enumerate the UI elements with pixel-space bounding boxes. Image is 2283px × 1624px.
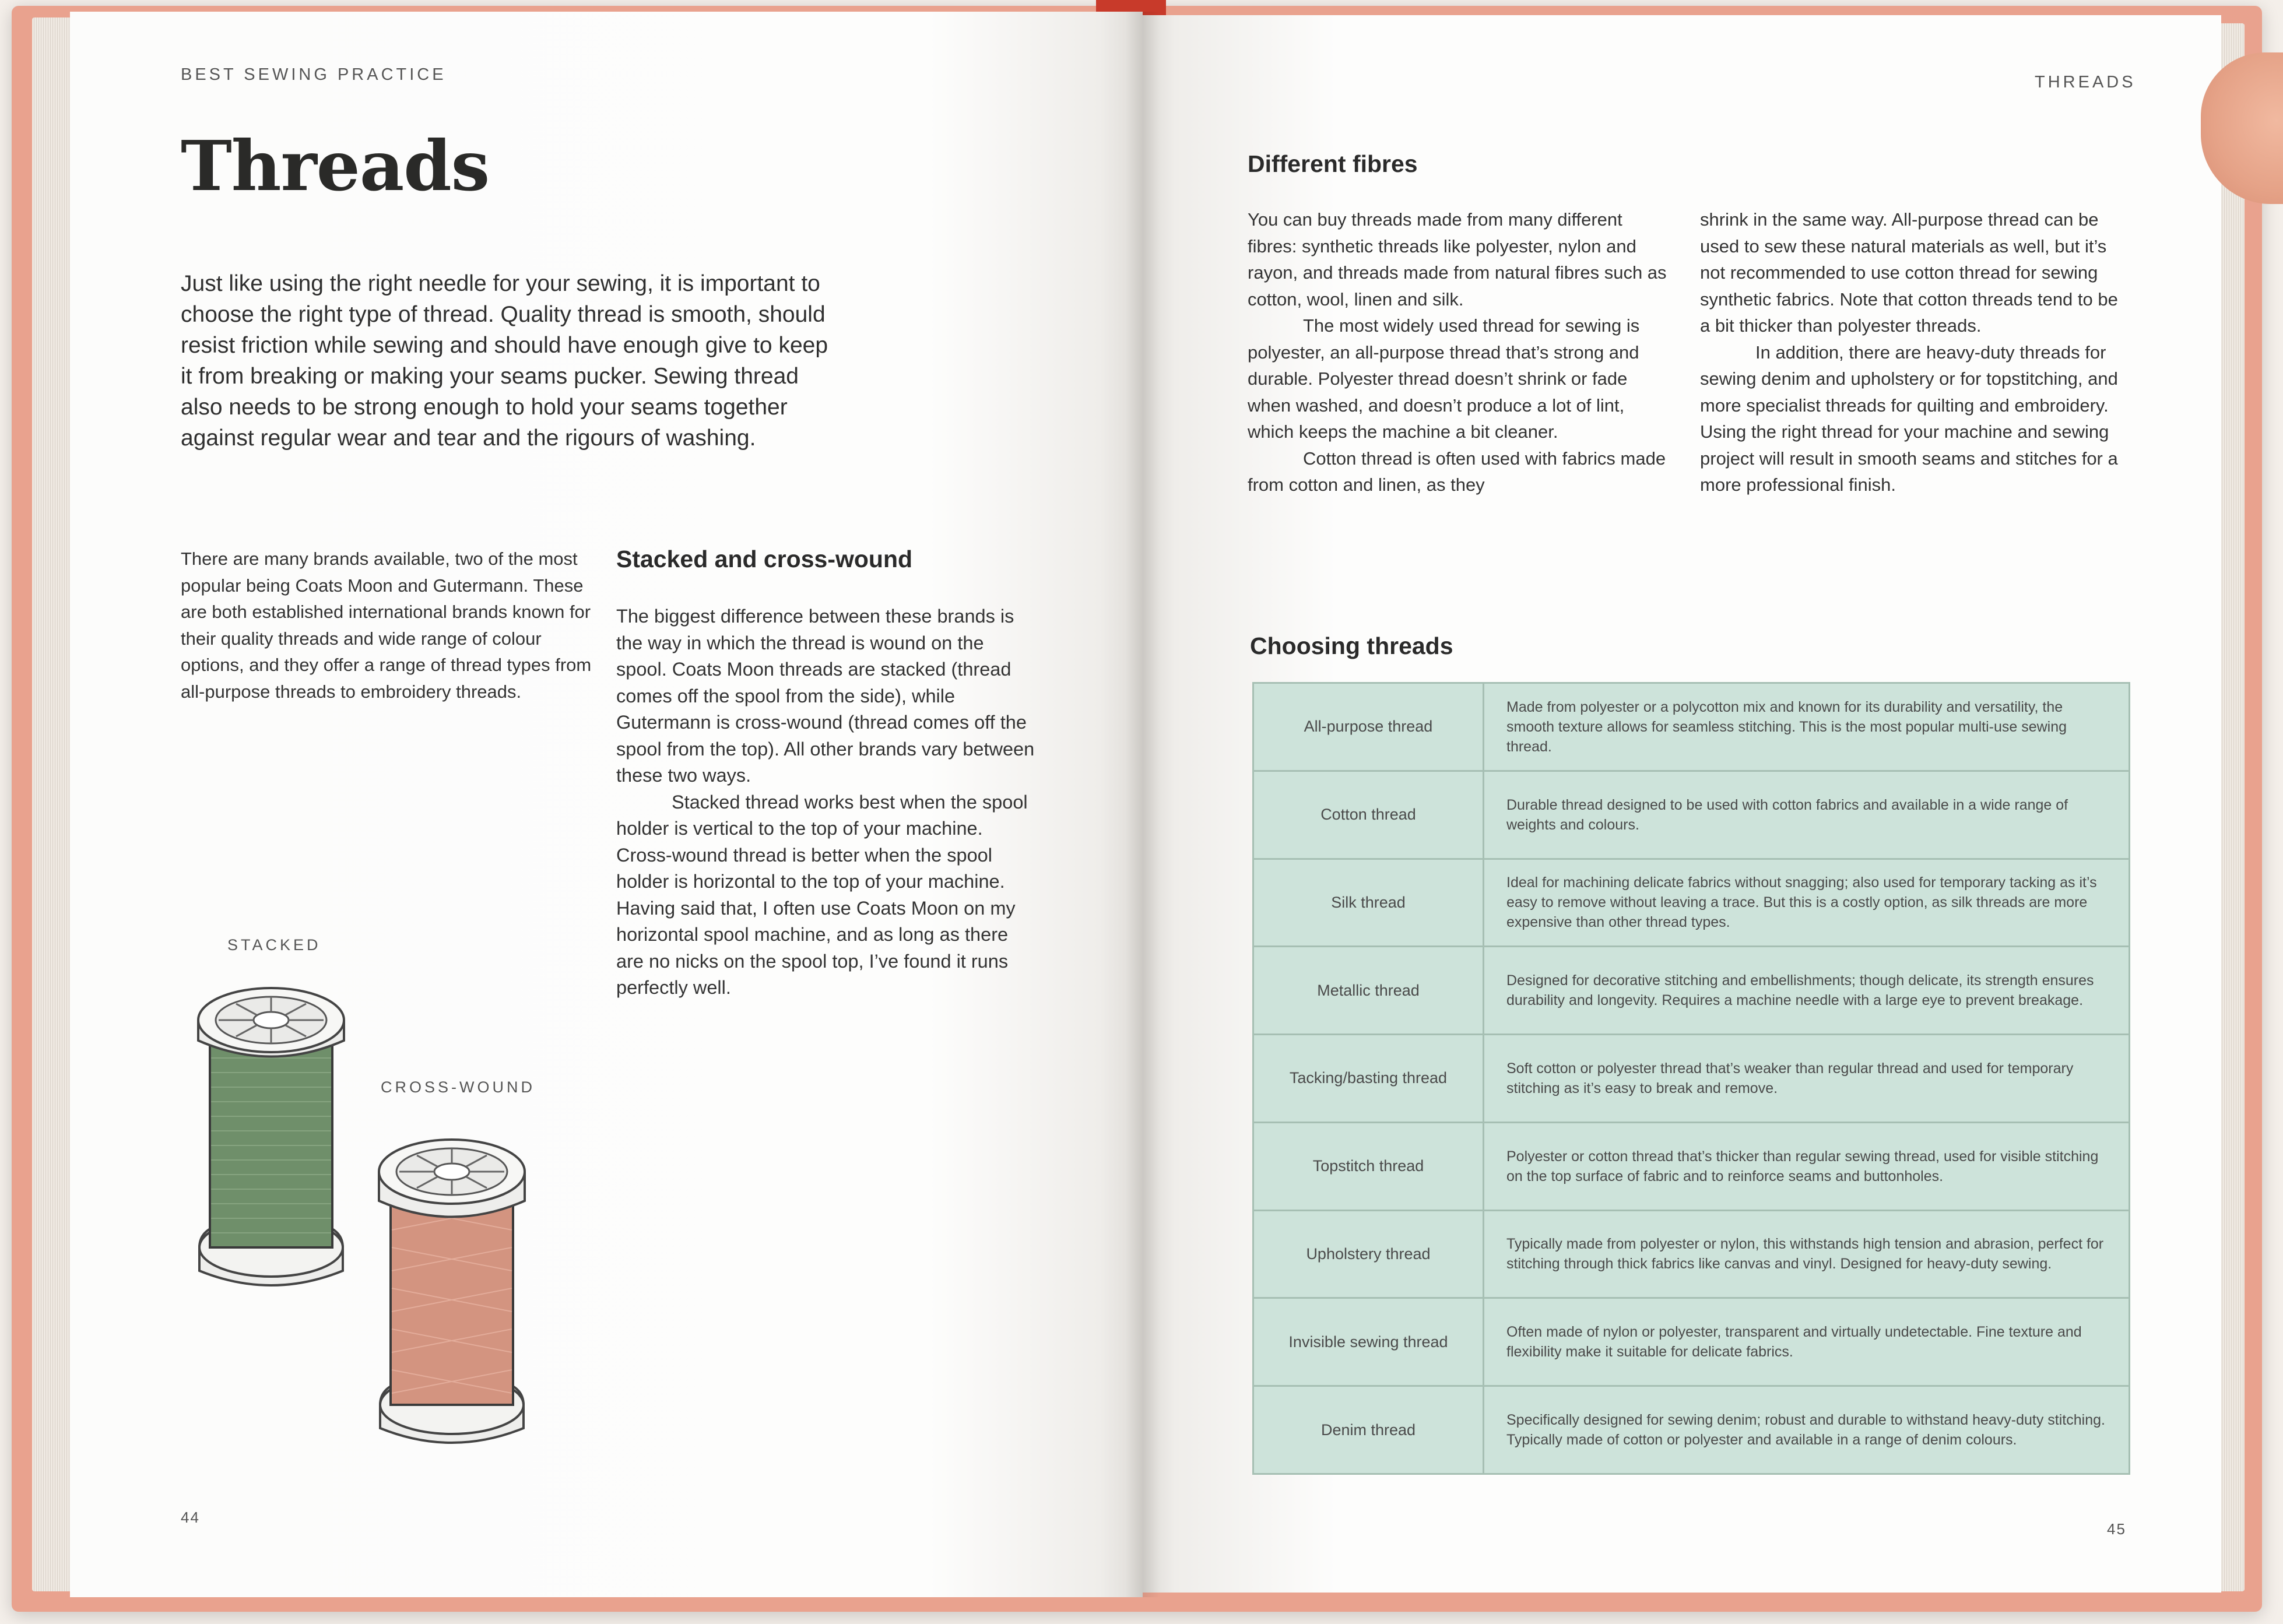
- thread-name: Silk thread: [1253, 859, 1484, 947]
- thread-description: Made from polyester or a polycotton mix and known for its durability and versatility, the smooth texture allows for seamless stitching. This is the most popular multi-use sewing thread.: [1484, 683, 2130, 771]
- thread-description: Soft cotton or polyester thread that’s weaker than regular thread and used for temporary stitching as it’s easy to break and remove.: [1484, 1035, 2130, 1123]
- stacked-paragraph-1: The biggest difference between these brands is the way in which the thread is wound on the spool. Coats Moon threads are stacked (thread comes off the spool from the side), while Gutermann is cross-wound (thread comes off the spool from the top). All other brands vary between these two ways.: [616, 606, 1035, 786]
- thread-name: Denim thread: [1253, 1386, 1484, 1474]
- fibres-heading: Different fibres: [1248, 150, 1418, 177]
- stacked-spool-icon: [198, 988, 344, 1285]
- thread-description: Typically made from polyester or nylon, this withstands high tension and abrasion, perfect for stitching through thick fabrics like canvas and vinyl. Designed for heavy-duty sewing.: [1484, 1210, 2130, 1298]
- left-page-number: 44: [181, 1509, 200, 1526]
- thread-description: Specifically designed for sewing denim; robust and durable to withstand heavy-duty stitching. Typically made of cotton or polyester and available in a range of denim colours.: [1484, 1386, 2130, 1474]
- thread-name: Metallic thread: [1253, 947, 1484, 1035]
- thread-name: All-purpose thread: [1253, 683, 1484, 771]
- fibres-paragraph-5: In addition, there are heavy-duty threads for sewing denim and upholstery or for topstitching, and more specialist threads for quilting and embroidery. Using the right thread for your machine and sewing project will result in smooth seams and stitches for a more professional finish.: [1700, 342, 2118, 495]
- page-title: Threads: [181, 125, 490, 206]
- fibres-paragraph-4: shrink in the same way. All-purpose thread can be used to sew these natural materials as well, but it’s not recommended to use cotton thread for sewing synthetic fabrics. Note that cotton threads tend to be a bit thicker than polyester threads.: [1700, 209, 2118, 336]
- thread-name: Cotton thread: [1253, 771, 1484, 859]
- thread-description: Designed for decorative stitching and embellishments; though delicate, its strength ensures durability and longevity. Requires a machine needle with a large eye to prevent breakage.: [1484, 947, 2130, 1035]
- label-stacked: STACKED: [227, 936, 321, 954]
- thread-description: Ideal for machining delicate fabrics without snagging; also used for temporary tacking as it’s easy to remove without leaving a trace. But this is a costly option, as silk threads are more expensive than other thread types.: [1484, 859, 2130, 947]
- thread-description: Often made of nylon or polyester, transparent and virtually undetectable. Fine texture and flexibility make it suitable for delicate fabrics.: [1484, 1298, 2130, 1386]
- choosing-heading: Choosing threads: [1250, 632, 1453, 659]
- table-row: [1253, 1122, 2130, 1210]
- right-page-number: 45: [2107, 1520, 2126, 1538]
- thread-name: Upholstery thread: [1253, 1210, 1484, 1298]
- label-cross-wound: CROSS-WOUND: [381, 1078, 535, 1096]
- thread-name: Tacking/basting thread: [1253, 1035, 1484, 1123]
- intro-paragraph: Just like using the right needle for your sewing, it is important to choose the right type of thread. Quality thread is smooth, should resist friction while sewing and should have enough give to keep it from breaking or making your seams pucker. Sewing thread also needs to be strong enough to hold your seams together against regular wear and tear and the rigours of washing.: [181, 271, 828, 451]
- stacked-heading: Stacked and cross-wound: [616, 546, 913, 572]
- cross-wound-spool-icon: [379, 1140, 525, 1443]
- left-running-head: BEST SEWING PRACTICE: [181, 65, 447, 84]
- brands-paragraph: There are many brands available, two of the most popular being Coats Moon and Gutermann. These are both established international brands known for their quality threads and wide range of colour options, and they offer a range of thread types from all-purpose threads to embroidery threads.: [181, 549, 592, 702]
- fibres-column-2: [1700, 206, 2126, 498]
- thread-description: Polyester or cotton thread that’s thicker than regular sewing thread, used for visible stitching on the top surface of fabric and to reinforce seams and buttonholes.: [1484, 1122, 2130, 1210]
- table-row: [1253, 947, 2130, 1035]
- table-row: [1253, 771, 2130, 859]
- spools-illustration: [187, 956, 548, 1451]
- table-row: [1253, 1298, 2130, 1386]
- table-row: [1253, 1386, 2130, 1474]
- table-row: [1253, 1035, 2130, 1123]
- fibres-paragraph-1: You can buy threads made from many different fibres: synthetic threads like polyester, nylon and rayon, and threads made from natural fibres such as cotton, wool, linen and silk.: [1248, 209, 1667, 310]
- thread-description: Durable thread designed to be used with cotton fabrics and available in a wide range of weights and colours.: [1484, 771, 2130, 859]
- fibres-paragraph-2: The most widely used thread for sewing is polyester, an all-purpose thread that’s strong and durable. Polyester thread doesn’t shrink or fade when washed, and doesn’t produce a lot of lint, which keeps the machine a bit cleaner.: [1248, 315, 1640, 442]
- table-row: [1253, 683, 2130, 771]
- table-row: [1253, 859, 2130, 947]
- fibres-paragraph-3: Cotton thread is often used with fabrics made from cotton and linen, as they: [1248, 448, 1666, 495]
- stacked-paragraph-2: Stacked thread works best when the spool holder is vertical to the top of your machine. Cross-wound thread is better when the spool holder is horizontal to the top of your machine. Having said that, I often use Coats Moon on my horizontal spool machine, and as long as there are no nicks on the spool top, I’ve found it runs perfectly well.: [616, 791, 1028, 998]
- stacked-body: [616, 603, 1036, 1001]
- right-running-head: THREADS: [2035, 73, 2136, 92]
- table-row: [1253, 1210, 2130, 1298]
- thread-types-table: [1252, 682, 2130, 1475]
- spine-gutter: [1125, 12, 1160, 1597]
- fibres-column-1: [1248, 206, 1673, 498]
- thread-name: Invisible sewing thread: [1253, 1298, 1484, 1386]
- thread-name: Topstitch thread: [1253, 1122, 1484, 1210]
